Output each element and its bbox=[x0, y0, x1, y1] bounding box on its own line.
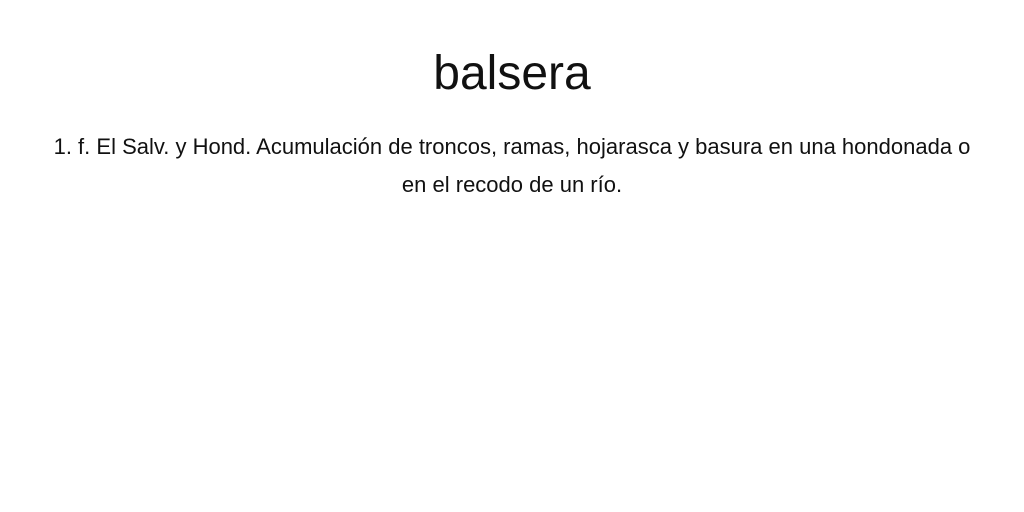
headword-title: balsera bbox=[433, 47, 591, 100]
definition-text: 1. f. El Salv. y Hond. Acumulación de troncos, ramas, hojarasca y basura en una hondonada o en el recodo de un río. bbox=[53, 134, 971, 197]
